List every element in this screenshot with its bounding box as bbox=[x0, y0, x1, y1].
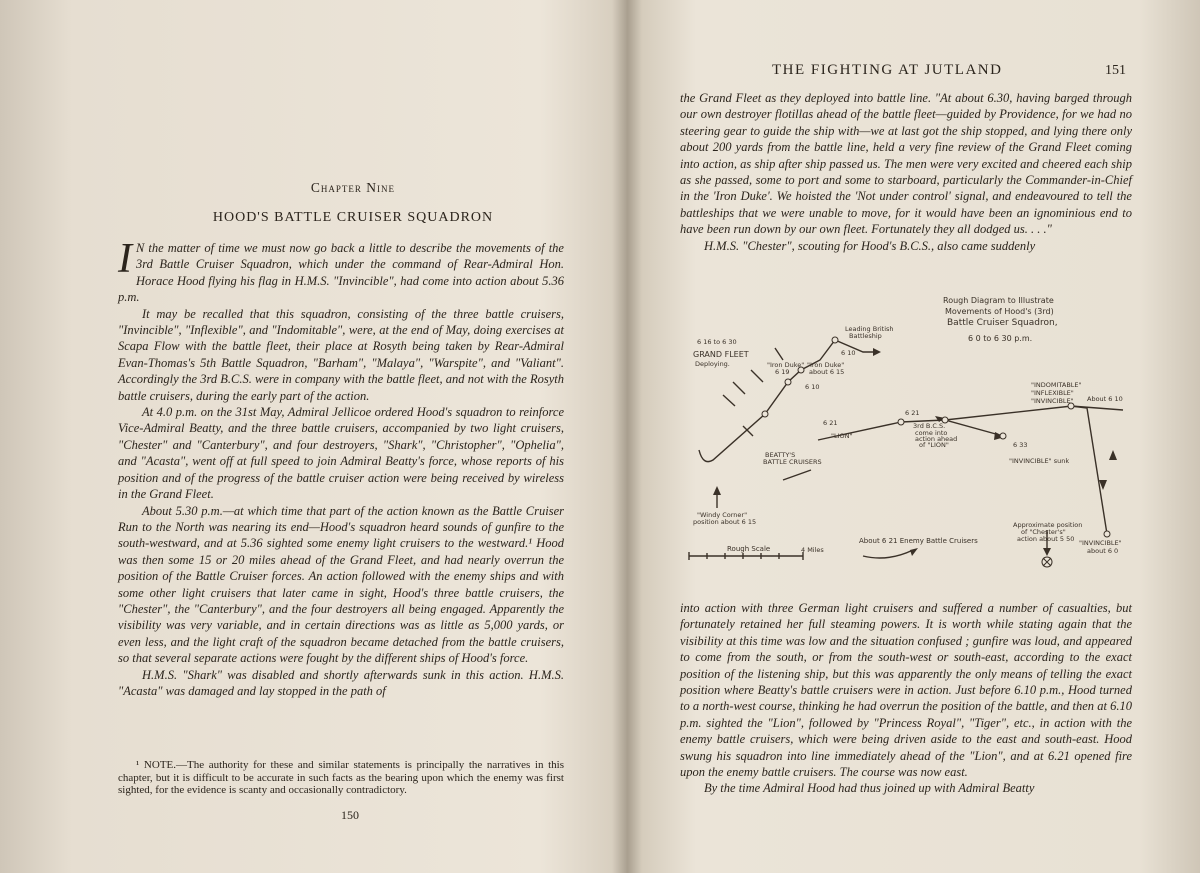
label: action about 5 50 bbox=[1017, 535, 1075, 543]
label-lion: "LION" bbox=[831, 432, 853, 440]
arrow-head bbox=[1109, 450, 1117, 460]
label: of "Chester's" bbox=[1021, 528, 1066, 536]
label: 6 21 bbox=[823, 419, 838, 427]
beatty-track-short bbox=[783, 470, 811, 480]
label: "INVINCIBLE" sunk bbox=[1009, 457, 1070, 465]
label: "Windy Corner" bbox=[697, 511, 748, 519]
bcs-line bbox=[945, 406, 1072, 420]
diagram-time-range: 6 0 to 6 30 p.m. bbox=[968, 334, 1033, 343]
label: Deploying. bbox=[695, 360, 730, 368]
footnote: ¹ NOTE.—The authority for these and similar statements is principally the narratives in this chapter, but it is difficult to be accurate in such facts as the bearing upon which the enemy was first sighted, for the evidence is scanty and occasionally contradictory. bbox=[118, 759, 564, 796]
label: "Iron Duke" bbox=[767, 361, 805, 369]
label: about 6 0 bbox=[1087, 547, 1119, 555]
right-body-text-bottom bbox=[680, 600, 1132, 797]
label: about 6 15 bbox=[809, 368, 845, 376]
paragraph: the Grand Fleet as they deployed into battle line. "At about 6.30, having barged through our own destroyer flotillas ahead of the battle fleet—guided by Providence, for we had no steering gear to guide the ship with—we at last got the ship stopped, and lying there only about 200 yards from the battle line, held a very fine review of the Grand Fleet coming into action, as ship after ship passed us. The men were very excited and cheered each ship as she passed, some to port and some to starboard, particularly the Commander-in-Chief in the 'Iron Duke'. We hoisted the 'Not under control' signal, and endeavoured to tell the battleships that we were unable to move, for it would have been an ignominious end to have been run down by our own fleet. Fortunately they all dodged us. . . ." bbox=[680, 91, 1132, 237]
arrow-head bbox=[713, 486, 721, 495]
chapter-title: HOOD'S BATTLE CRUISER SQUADRON bbox=[212, 210, 494, 225]
right-page bbox=[640, 0, 1200, 873]
label-grand-fleet: GRAND FLEET bbox=[693, 350, 749, 359]
label: "INVINCIBLE" bbox=[1079, 539, 1122, 547]
running-head: THE FIGHTING AT JUTLAND bbox=[772, 62, 1003, 78]
paragraph: It may be recalled that this squadron, consisting of the three battle cruisers, "Invincible", "Inflexible", and "Indomitable", were, at the end of May, doing exercises at Scapa Flow with the battle fleet, their place at Rosyth being taken by Rear-Admiral Evan-Thomas's 5th Battle Squadron, "Barham", "Malaya", "Warspite", and "Valiant". Accordingly the 3rd B.C.S. were in company with the battle fleet, and not with the Rosyth battle cruisers, during the early part of the action. bbox=[118, 306, 564, 403]
invincible-track bbox=[1071, 406, 1107, 534]
drop-cap: I bbox=[118, 236, 132, 282]
label: 6 21 bbox=[905, 409, 920, 417]
label: 6 16 to 6 30 bbox=[697, 338, 737, 346]
label: 6 19 bbox=[775, 368, 790, 376]
label: "Iron Duke" bbox=[807, 361, 845, 369]
label: Approximate position bbox=[1013, 521, 1083, 529]
diagram-title-3: Battle Cruiser Squadron, bbox=[947, 318, 1058, 328]
page-number-right: 151 bbox=[1105, 63, 1126, 78]
label: 4 Miles bbox=[801, 546, 824, 554]
label-scale: Rough Scale bbox=[727, 545, 771, 553]
label: "INFLEXIBLE" bbox=[1031, 389, 1074, 397]
paragraph: H.M.S. "Shark" was disabled and shortly afterwards sunk in this action. H.M.S. "Acasta" was damaged and lay stopped in the path of bbox=[118, 667, 564, 698]
arrow-head bbox=[1043, 548, 1051, 556]
label: come into bbox=[915, 429, 948, 437]
paragraph: About 5.30 p.m.—at which time that part of the action known as the Battle Cruiser Run to the North was nearing its end—Hood's squadron heard sounds of gunfire to the south-westward, and at 5.36 sighted some enemy light cruisers to the westward.¹ Hood was then some 15 or 20 miles ahead of the Grand Fleet, and had nearly overrun the position of the Battle Cruiser forces. An action followed with the enemy ships and with some other light cruisers that later came in sight, Hood's three battle cruisers, the "Chester", the "Canterbury", and the four destroyers all being engaged. Apparently the visibility was very variable, and in certain directions was as little as 5,000 yards, or even less, and the light craft of the squadron became detached from the battle cruisers, so that several separate actions were fought by the different ships of Hood's force. bbox=[118, 503, 564, 666]
right-body-text-top bbox=[680, 90, 1132, 254]
paragraph: into action with three German light cruisers and suffered a number of casualties, but fortunately retained her full steaming powers. It is worth while stating again that the visibility at this time was low and the situation confused ; gunfire was loud, and appeared to come from the south, or from the south-west or south-east, according to the exact position of the listening ship, but this was apparently the only means of telling the exact position where Beatty's battle cruisers were in action. Just before 6.10 p.m., Hood turned to a north-west course, thinking he had overrun the position of the battle, and then at 6.10 p.m. sighted the "Lion", followed by "Princess Royal", "Tiger", etc., in action with the enemy battle cruisers, which were being driven aside to the east and south-east. Hood swung his squadron into line immediately ahead of the "Lion", and at 6.21 opened fire upon the enemy battle cruisers. The course was now east. bbox=[680, 601, 1132, 780]
paragraph: H.M.S. "Chester", scouting for Hood's B.C.S., also came suddenly bbox=[704, 238, 1036, 253]
page-number-left: 150 bbox=[341, 808, 359, 822]
label: Battleship bbox=[849, 332, 882, 340]
label: "INDOMITABLE" bbox=[1031, 381, 1082, 389]
diagram-title-2: Movements of Hood's (3rd) bbox=[945, 307, 1054, 316]
arrow-head bbox=[910, 548, 918, 556]
label: position about 6 15 bbox=[693, 518, 757, 526]
label: 6 10 bbox=[841, 349, 856, 357]
battle-diagram bbox=[683, 290, 1143, 580]
label: action ahead bbox=[915, 435, 958, 443]
label-enemy: About 6 21 Enemy Battle Cruisers bbox=[859, 537, 978, 545]
label: Leading British bbox=[845, 325, 894, 333]
arrow-head bbox=[873, 348, 881, 356]
label: 6 10 bbox=[805, 383, 820, 391]
enemy-arrow bbox=[863, 550, 913, 558]
label: BATTLE CRUISERS bbox=[763, 458, 822, 466]
paragraph: At 4.0 p.m. on the 31st May, Admiral Jellicoe ordered Hood's squadron to reinforce Vice-Admiral Beatty, and the three battle cruisers, accompanied by two light cruisers, "Chester" and "Canterbury", and four destroyers, "Shark", "Christopher", "Ophelia", and "Acasta", went off at full speed to join Admiral Beatty's force, whose reports of his position and of the progress of the battle cruiser action were being received by wireless in the Grand Fleet. bbox=[118, 405, 564, 502]
label: 3rd B.C.S. bbox=[913, 422, 946, 430]
paragraph: By the time Admiral Hood had thus joined up with Admiral Beatty bbox=[704, 781, 1035, 796]
label: of "LION" bbox=[919, 441, 949, 449]
paragraph: I N the matter of time we must now go back a little to describe the movements of the 3rd Battle Cruiser Squadron, which under the command of Rear-Admiral Hon. Horace Hood flying his flag in H.M.S. "Invincible", had come into action about 5.36 p.m. bbox=[118, 236, 564, 305]
diagram-title-1: Rough Diagram to Illustrate bbox=[943, 296, 1054, 305]
chapter-heading: Chapter Nine bbox=[310, 180, 396, 195]
label: About 6 10 bbox=[1087, 395, 1123, 403]
label: 6 33 bbox=[1013, 441, 1028, 449]
label: BEATTY'S bbox=[765, 451, 796, 459]
label: "INVINCIBLE" bbox=[1031, 397, 1074, 405]
left-body-text bbox=[118, 236, 564, 699]
